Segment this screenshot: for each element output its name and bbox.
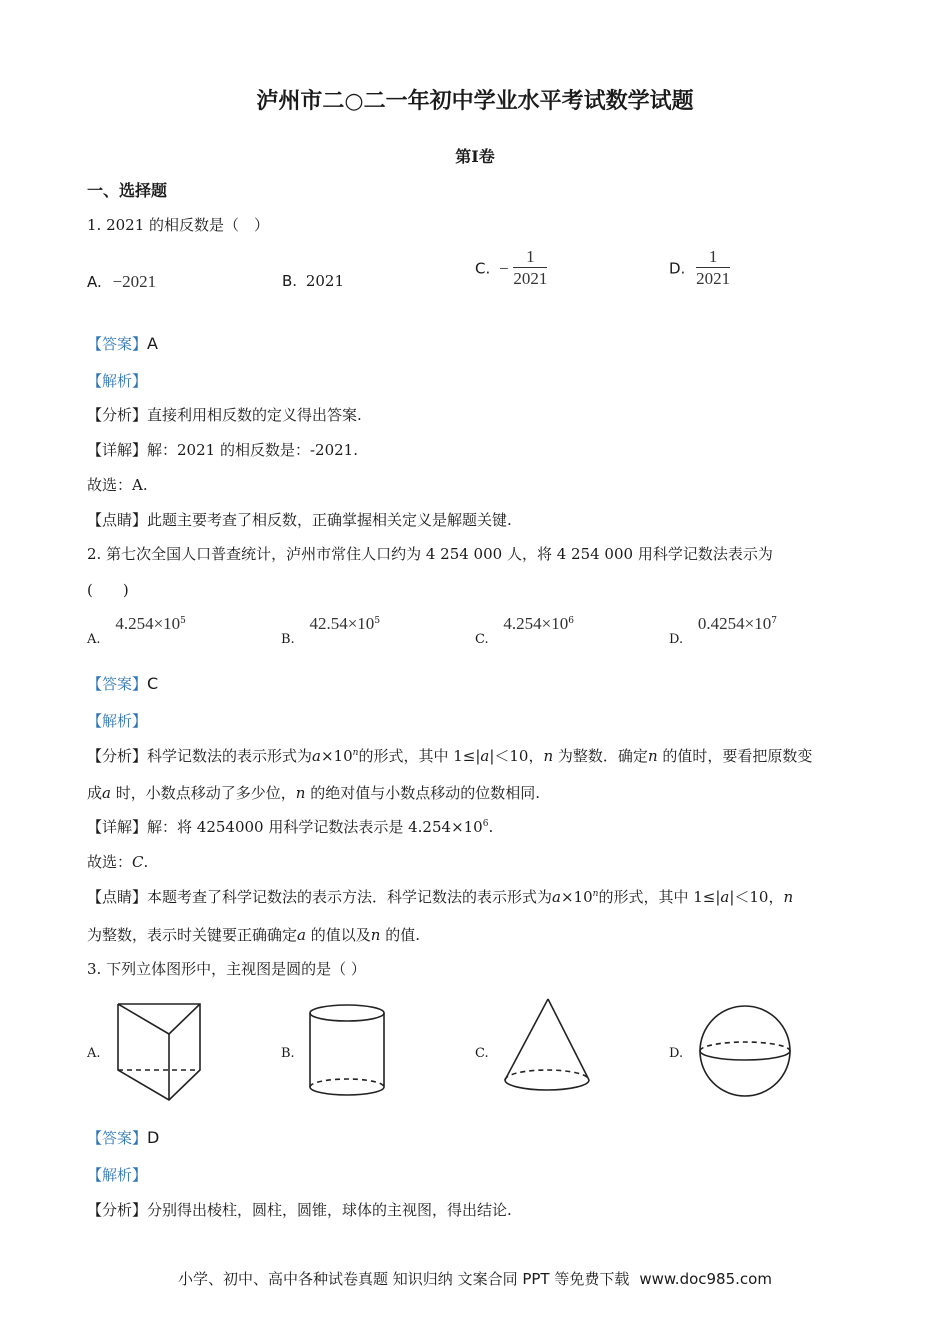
- prism-top-edge: [118, 1004, 169, 1034]
- cone-base-back: [505, 1070, 589, 1080]
- var-a: a: [102, 784, 111, 802]
- q2-option-c-base: 4.254×10: [503, 614, 569, 633]
- q1-option-c-label: C.: [475, 259, 491, 278]
- q2-guxuan-choice: C: [132, 853, 144, 871]
- xiangjie-tag: 【详解】: [87, 441, 148, 459]
- prism-outline: [118, 1004, 200, 1100]
- q1-guxuan: 故选：A.: [87, 476, 148, 494]
- q1-fenxi: [87, 404, 362, 425]
- q2-option-a-label: A.: [87, 632, 101, 647]
- q2-fenxi: [87, 745, 812, 766]
- q1-option-d-fraction: [696, 247, 730, 290]
- q1-option-a: [87, 272, 156, 292]
- var-n: n: [783, 888, 794, 906]
- footer-text: 小学、初中、高中各种试卷真题 知识归纳 文案合同 PPT 等免费下载: [178, 1270, 630, 1288]
- q1-dianjing: [87, 509, 512, 530]
- var-n: n: [352, 748, 359, 758]
- q2-dianjing-text: 的形式，其中 1≤|: [598, 888, 721, 906]
- dianjing-tag: 【点睛】: [87, 888, 148, 906]
- q2-fenxi-text: 的绝对值与小数点移动的位数相同.: [305, 784, 540, 802]
- q3-option-c-label: C.: [475, 1046, 489, 1061]
- q3-stem: 3. 下列立体图形中，主视图是圆的是（ ）: [87, 960, 366, 978]
- q1-option-b-value: 2021: [305, 272, 345, 290]
- footer-url-link[interactable]: www.doc985.com: [639, 1270, 772, 1288]
- cylinder-figure: [306, 1003, 388, 1099]
- q2-answer: [87, 673, 158, 694]
- q1-option-d-denominator: 2021: [696, 269, 731, 288]
- var-n: n: [647, 747, 658, 765]
- q1-option-a-value: −2021: [112, 272, 157, 291]
- q1-option-b-label: B.: [282, 272, 298, 290]
- q2-dianjing-text: ×10: [560, 888, 593, 906]
- var-n: n: [295, 784, 306, 802]
- cylinder-bottom-front: [310, 1087, 384, 1095]
- q2-dianjing-text: 为整数，表示时关键要正确确定: [87, 926, 298, 944]
- q2-option-d-base: 0.4254×10: [697, 614, 772, 633]
- q3-answer: [87, 1127, 159, 1148]
- cone-base-front: [505, 1080, 589, 1090]
- sphere-equator-front: [700, 1051, 790, 1060]
- var-a: a: [480, 747, 490, 765]
- q2-xiangjie-exp: 6: [482, 819, 489, 829]
- prism-top-edge: [169, 1004, 200, 1034]
- q1-option-d: [669, 247, 730, 290]
- q2-fenxi-line2: [87, 782, 540, 803]
- q2-option-c-exp: 6: [568, 616, 574, 626]
- q1-analysis-tag: 【解析】: [87, 372, 148, 390]
- q2-option-b-label: B.: [281, 632, 295, 647]
- fenxi-tag: 【分析】: [87, 1201, 148, 1219]
- q2-guxuan: [87, 851, 148, 872]
- fenxi-tag: 【分析】: [87, 747, 148, 765]
- q2-xiangjie-text: .: [488, 818, 494, 836]
- q3-option-a-label: A.: [87, 1046, 101, 1061]
- q2-fenxi-text: 科学记数法的表示形式为: [147, 747, 313, 765]
- q2-dianjing-text: |＜10，: [729, 888, 784, 906]
- q2-option-b-base: 42.54×10: [309, 614, 375, 633]
- q2-guxuan-text: 故选：: [87, 853, 133, 871]
- q2-option-b: [281, 614, 381, 647]
- dianjing-tag: 【点睛】: [87, 511, 148, 529]
- q2-dianjing-text: 的值.: [380, 926, 420, 944]
- var-a: a: [312, 747, 321, 765]
- q3-answer-value: D: [147, 1128, 160, 1147]
- q2-guxuan-text: .: [143, 853, 149, 871]
- cone-figure: [500, 996, 594, 1100]
- q2-xiangjie: [87, 816, 493, 837]
- q2-fenxi-text: 的值时，要看把原数变: [657, 747, 813, 765]
- q2-fenxi-text: 为整数．确定: [553, 747, 648, 765]
- q1-option-c-fraction: [513, 247, 547, 290]
- q1-answer: [87, 333, 158, 354]
- var-a: a: [297, 926, 306, 944]
- q2-fenxi-text: ×10: [320, 747, 353, 765]
- q1-option-c-sign: −: [499, 258, 509, 278]
- q2-option-c-label: C.: [475, 632, 489, 647]
- q1-fenxi-text: 直接利用相反数的定义得出答案.: [147, 406, 362, 424]
- var-a: a: [720, 888, 730, 906]
- q2-option-d: [669, 614, 777, 647]
- cone-side: [548, 999, 589, 1080]
- sphere-outline: [700, 1006, 790, 1096]
- q2-dianjing: [87, 886, 793, 907]
- q1-stem: 1. 2021 的相反数是（ ）: [87, 216, 270, 234]
- q1-option-d-numerator: 1: [696, 247, 730, 268]
- q2-option-d-label: D.: [669, 632, 684, 647]
- q3-option-b-label: B.: [281, 1046, 295, 1061]
- q1-option-c: [475, 247, 547, 290]
- q2-option-a: [87, 614, 186, 647]
- q3-fenxi-text: 分别得出棱柱，圆柱，圆锥，球体的主视图，得出结论.: [147, 1201, 512, 1219]
- triangular-prism-figure: [112, 1000, 204, 1104]
- sphere-figure: [697, 1003, 793, 1099]
- q1-answer-value: A: [147, 334, 158, 353]
- q2-dianjing-text: 本题考查了科学记数法的表示方法．科学记数法的表示形式为: [147, 888, 553, 906]
- var-n: n: [543, 747, 554, 765]
- var-n: n: [370, 926, 381, 944]
- q2-fenxi-text: 的形式，其中 1≤|: [358, 747, 481, 765]
- q2-xiangjie-text: 解：将 4254000 用科学记数法表示是 4.254×10: [147, 818, 483, 836]
- q2-stem: 2. 第七次全国人口普查统计，泸州市常住人口约为 4 254 000 人，将 4 254 000 用科学记数法表示为: [87, 545, 773, 563]
- q1-xiangjie: [87, 439, 358, 460]
- q1-xiangjie-text: 解：2021 的相反数是：-2021.: [147, 441, 358, 459]
- var-n: n: [592, 889, 599, 899]
- q2-fenxi-text: |＜10，: [489, 747, 544, 765]
- answer-tag: 【答案】: [87, 1129, 148, 1147]
- q3-analysis-tag: 【解析】: [87, 1166, 148, 1184]
- q1-option-c-numerator: 1: [513, 247, 547, 268]
- q1-dianjing-text: 此题主要考查了相反数，正确掌握相关定义是解题关键.: [147, 511, 512, 529]
- q2-stem-paren: ( ): [87, 581, 129, 599]
- q2-option-b-exp: 5: [374, 616, 381, 626]
- q2-fenxi-text: 时，小数点移动了多少位，: [110, 784, 296, 802]
- cylinder-bottom-back: [310, 1079, 384, 1087]
- cone-side: [505, 999, 548, 1080]
- section-heading: 一、选择题: [87, 181, 168, 200]
- q1-option-c-denominator: 2021: [513, 269, 548, 288]
- page-title: 泸州市二○二一年初中学业水平考试数学试题: [256, 89, 694, 114]
- page-footer: [0, 1268, 950, 1289]
- fenxi-tag: 【分析】: [87, 406, 148, 424]
- q2-answer-value: C: [147, 674, 159, 693]
- q3-fenxi: [87, 1199, 512, 1220]
- q1-option-b: [282, 272, 344, 290]
- q2-analysis-tag: 【解析】: [87, 712, 148, 730]
- q1-option-d-label: D.: [669, 259, 686, 278]
- var-a: a: [552, 888, 561, 906]
- q2-option-a-base: 4.254×10: [115, 614, 181, 633]
- cylinder-top: [310, 1005, 384, 1021]
- answer-tag: 【答案】: [87, 675, 148, 693]
- q1-option-a-label: A.: [87, 273, 102, 291]
- q2-option-c: [475, 614, 574, 647]
- q2-option-a-exp: 5: [180, 616, 186, 626]
- q3-option-d-label: D.: [669, 1046, 684, 1061]
- q2-fenxi-text: 成: [87, 784, 103, 802]
- xiangjie-tag: 【详解】: [87, 818, 148, 836]
- q2-dianjing-text: 的值以及: [305, 926, 371, 944]
- answer-tag: 【答案】: [87, 335, 148, 353]
- q2-option-d-exp: 7: [771, 616, 777, 626]
- volume-heading: 第Ⅰ卷: [455, 147, 495, 166]
- sphere-equator-back: [700, 1042, 790, 1051]
- q2-dianjing-line2: [87, 924, 420, 945]
